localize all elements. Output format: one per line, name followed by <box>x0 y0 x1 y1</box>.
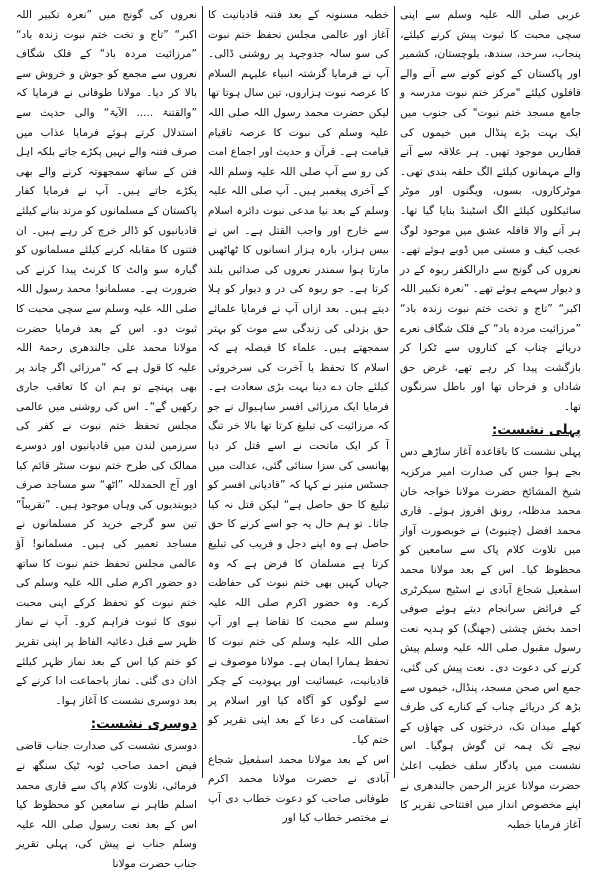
paragraph: اس کے بعد مولانا محمد اسمٰعیل شجاع آبادی نے حضرت مولانا محمد اکرم طوفانی صاحب کو دعوت خطاب دی آپ نے مختصر خطاب کیا اور <box>208 753 389 825</box>
paragraph: خطبہ مسنونہ کے بعد فتنہ قادیانیت کا آغاز اور عالمی مجلس تحفظ ختم نبوت کی سو سالہ جدوجہد پر روشنی ڈالی۔ آپ نے فرمایا گزشتہ انبیاء علیہم السلام کا عرصہ نبوت ہزاروں، تین سال ہوتا تھا لیکن حضرت محمد رسول اللہ صلی اللہ علیہ وسلم کی نبوت کا عرصہ تاقیام قیامت ہے۔ قرآن و حدیث اور اجماع امت کی رو سے آپ صلی اللہ علیہ وسلم اللہ کے آخری پیغمبر ہیں۔ آپ صلی اللہ علیہ وسلم کے بعد نیا مدعی نبوت دائرہ اسلام سے خارج اور واجب القتل ہے۔ اس نے بیس ہزار، بارہ ہزار انسانوں کا ٹھاٹھیں مارتا ہوا سمندر نعروں کی صدائیں بلند کرتا ہے۔ جو ربوہ کی در و دیوار کو ہلا دیتے ہیں۔ بعد ازاں آپ نے فرمایا علمائے حق بزدلی کی زندگی سے موت کو بہتر سمجھتے ہیں۔ علماء کا فیصلہ ہے کہ اسلام کا تحفظ یا آخرت کی سرخروئی کیلئے جان دے دینا بہت بڑی سعادت ہے۔ فرمایا ایک مرزائی افسر ساہیوال نے جو کہ مرزائیت کی تبلیغ کرتا تھا بالا خر تنگ آ کر ایک ماتحت نے اسے قتل کر دیا پھانسی کی سزا سنائی گئی، عدالت میں جسٹس منیر نے کہا کہ ”قادیانی افسر کو تبلیغ کا حق حاصل ہے“ لیکن قتل نہ کیا جاتا۔ تو ہم حال یہ جو اسے کرنے کا حق حاصل ہے وہ اپنے دجل و فریب کی تبلیغ کرتا ہے مسلمان کا فرض ہے کہ وہ جہاں کہیں بھی ختم نبوت کی حفاظت کرے۔ وہ حضور اکرم صلی اللہ علیہ وسلم سے محبت کا تقاضا ہے اور آپ صلی اللہ علیہ وسلم کی ختم نبوت کا تحفظ ہمارا ایمان ہے۔ مولانا موصوف نے قادیانیت، عیسائیت اور یہودیت کے چکر سے لوگوں کو آگاہ کیا اور اسلام پر استقامت کی دعا کے بعد اپنی تقریر کو ختم کیا۔ <box>208 9 389 746</box>
section-heading-first-session: پہلی نشست: <box>491 422 581 439</box>
paragraph: عربی صلی اللہ علیہ وسلم سے اپنی سچی محبت کا ثبوت پیش کرنے کیلئے، پنجاب، سرحد، سندھ، بلوچستان، کشمیر اور پاکستان کے کونے کونے سے آنے والے قافلوں کیلئے "مرکز ختم نبوت مدرسہ و جامع مسجد ختم نبوت" کی جنوب میں ایک بہت بڑے پنڈال میں خیموں کی قطاریں موجود تھیں۔ ہر علاقہ سے آنے والے مہمانوں کیلئے الگ حلقہ بندی تھی۔ موٹرکاروں، بسوں، ویگنوں اور موٹر سائیکلوں کیلئے الگ اسٹینڈ بنایا گیا تھا۔ ہر آنے والا قافلہ عشق میں موجود لوگ عجب کیف و مستی میں ڈوبے ہوئے تھے۔ نعروں کی گونج سے دارالکفر ربوہ کے در و دیوار سہمے ہوئے تھے۔ ”نعرہ تکبیر اللہ اکبر“ ”تاج و تخت ختم نبوت زندہ باد“ ”مرزائیت مردہ باد“ کے فلک شگاف نعرے دریائے چناب کے کناروں سے ٹکرا کر بازگشت پیدا کر رہے تھے، غرض حق شاداں و فرحاں تھا اور باطل سرنگوں تھا۔ <box>400 9 581 413</box>
paragraph: نعروں کی گونج میں ”نعرہ تکبیر اللہ اکبر“ ”تاج و تخت ختم نبوت زندہ باد“ ”مرزائیت مردہ باد“ کے فلک شگاف نعروں سے مجمع کو جوش و خروش سے بالا کر دیا۔ مولانا طوفانی نے فرمایا کہ ”والقتنۃ ..... الآیۃ“ والی حدیث سے استدلال کرتے ہوئے فرمایا عذاب میں صرف فتنہ والے نہیں پکڑے جاتے بلکہ اہل فتن کے ساتھ سمجھوتہ کرنے والے بھی پکڑے جاتے ہیں۔ آپ نے فرمایا کفار پاکستان کے مسلمانوں کو مرتد بنانے کیلئے قادیانیوں کو ڈالر خرچ کر رہے ہیں۔ ان فتنوں کا مقابلہ کرنے کیلئے مسلمانوں کو گیارہ سو والٹ کا کرنٹ پیدا کرنے کی ضرورت ہے۔ مسلمانو! محمد رسول اللہ صلی اللہ علیہ وسلم سے سچی محبت کا ثبوت دو۔ اس کے بعد فرمایا حضرت مولانا محمد علی جالندھری رحمۃ اللہ علیہ کا قول ہے کہ ”مرزائی اگر چاند پر بھی پہنچے تو ہم ان کا تعاقب جاری رکھیں گے“۔ اس کی روشنی میں عالمی مجلس تحفظ ختم نبوت نے کفر کی سرزمین لندن میں قادیانیوں اور دوسرے ممالک کی طرح ختم نبوت سنٹر قائم کیا اور آج الحمدللہ ”اٹھ“ سو مساجد صرف دیوبندیوں کی وہاں موجود ہیں۔ ”تقریباً“ تین سو گرجے خرید کر مسلمانوں نے مساجد تعمیر کی ہیں۔ مسلمانو! آؤ عالمی مجلس تحفظ ختم نبوت کا ساتھ دو حضور اکرم صلی اللہ علیہ وسلم کی ختم نبوت کو تحفظ کرکے اپنی محبت نبوی کا ثبوت فراہم کرو۔ آپ نے نماز ظہر سے قبل دعائیہ الفاظ پر اپنی تقریر کو ختم کیا اس کے بعد نماز ظہر کیلئے اذان دی گئی۔ نماز باجماعت ادا کرنے کے بعد دوسری نشست کا آغاز ہوا۔ <box>16 9 197 707</box>
paragraph: دوسری نشست کی صدارت جناب قاضی فیض احمد صاحب ٹوبہ ٹیک سنگھ نے فرمائی، تلاوت کلام پاک سے قاری محمد اسلم طاہر نے سامعین کو محظوظ کیا اس کے بعد نعت رسول صلی اللہ علیہ وسلم جناب نے پیش کی، پہلی تقریر جناب حضرت مولانا <box>16 740 197 870</box>
section-heading-second-session: دوسری نشست: <box>90 716 197 733</box>
column-middle <box>203 6 394 825</box>
paragraph: پہلی نشست کا باقاعدہ آغاز ساڑھے دس بجے ہوا جس کی صدارت امیر مرکزیہ شیخ المشائخ حضرت مولانا خواجہ خان محمد مدظلہ، رونق افروز ہوئے۔ قاری محمد افضل (چنیوٹ) نے خوبصورت آواز میں تلاوت کلام پاک سے سامعین کو محظوظ کیا۔ اس کے بعد مولانا محمد اسمٰعیل شجاع آبادی نے اسٹیج سیکرٹری کے فرائض سرانجام دیتے ہوئے صوفی احمد بخش چشتی (جھنگ) کو ہدیہ نعت رسول مقبول صلی اللہ علیہ وسلم پیش کرنے کی دعوت دی۔ نعت پیش کی گئی، جمع اس صحن مسجد، پنڈال، خیموں سے بڑھ کر دریائے چناب کے کنارے کی طرف کھلے میدان تک، درختوں کی چھاؤں کے نیچے تک ہمہ تن گوش ہوگیا۔ اس نشست میں یادگار سلف خطیب اعلیٰ حضرت مولانا عزیز الرحمن جالندھری نے اپنے مخصوص انداز میں افتتاحی تقریر کا آغاز فرمایا خطبہ <box>400 446 581 831</box>
column-left <box>11 6 202 870</box>
column-divider <box>394 6 395 778</box>
column-right <box>395 6 586 831</box>
column-divider <box>202 6 203 778</box>
